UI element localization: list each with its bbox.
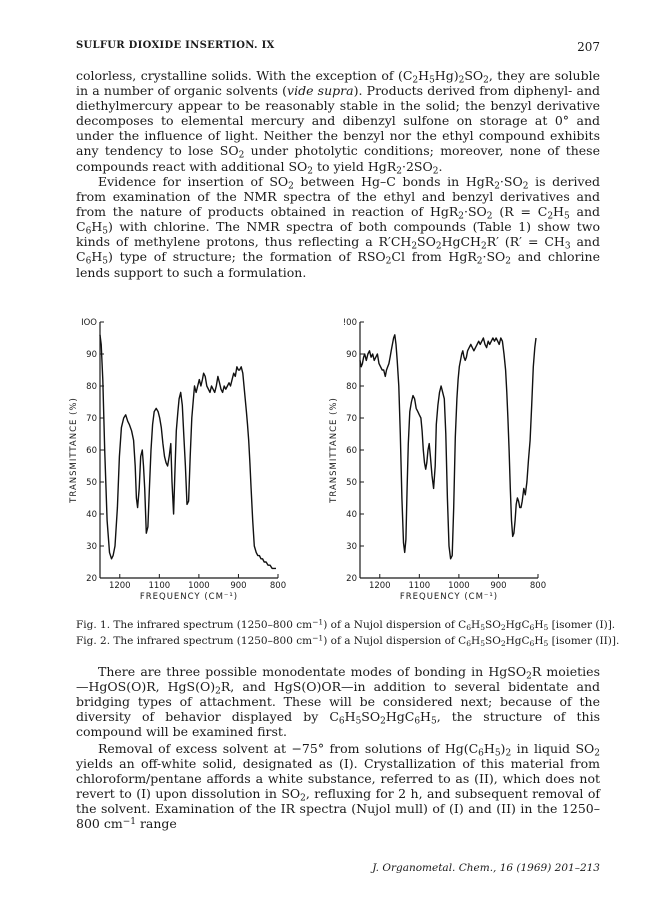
y-tick-label: 90 <box>86 350 97 360</box>
paragraph-4: Removal of excess solvent at −75° from solutions of $Hg(C_6H_5)_2$ in liquid $SO_2$ yields an off-white solid, designated as (I). Crystallization of this material from chloroform/pentane affords a white substance, referred to as (II), which does not revert to (I) upon dissolution in $SO_2$, refluxing for 2 h, and subsequent removal of the solvent. Examination of the IR spectra (Nujol mull) of (I) and (II) in the 1250–800 $cm^{-1}$ range <box>76 741 601 832</box>
x-tick-label: 800 <box>269 581 287 591</box>
figure-2-caption: Fig. 2. The infrared spectrum (1250–800 $cm^{-1}$) of a Nujol dispersion of $C_6H_5SO_2HgC_6H_5$ [isomer (II)]. <box>76 633 620 648</box>
chart-svg <box>324 316 564 608</box>
paragraph-2: Evidence for insertion of $SO_2$ between Hg–C bonds in $HgR_2\cdot SO_2$ is derived from examination of the NMR spectra of the ethyl and benzyl derivatives and from the nature of products obtained in reaction of $HgR_2\cdot SO_2$ ($R = C_2H_5$ and $C_6H_5$) with chlorine. The NMR spectra of both compounds (Table 1) show two kinds of methylene protons, thus reflecting a $R'CH_2SO_2HgCH_2R'$ ($R' = CH_3$ and $C_6H_5$) type of structure; the formation of $RSO_2Cl$ from $HgR_2\cdot SO_2$ and chlorine lends support to such a formulation. <box>76 174 601 280</box>
chart-svg <box>64 316 304 608</box>
y-tick-label: 90 <box>346 350 357 360</box>
paragraph-3: There are three possible monodentate modes of bonding in HgSO$_2$R moieties —HgOS(O)R, $HgS(O)_2R$, and HgS(O)OR—in addition to several bidentate and bridging types of attachment. These will be considered next; because of the diversity of behavior displayed by $C_6H_5SO_2HgC_6H_5$, the structure of this compound will be examined first. <box>76 664 601 740</box>
spectrum-trace <box>100 335 276 569</box>
y-tick-label: 30 <box>86 542 97 552</box>
page-header <box>76 40 600 56</box>
x-tick-label: 900 <box>230 581 247 591</box>
y-axis-label: TRANSMITTANCE (%) <box>329 397 339 503</box>
ir-spectrum-figure-2 <box>324 316 564 608</box>
y-tick-label: 20 <box>346 574 357 584</box>
y-tick-label: 80 <box>86 382 97 392</box>
y-tick-label: 70 <box>86 414 97 424</box>
x-tick-label: 1100 <box>148 581 171 591</box>
x-tick-label: 1000 <box>448 581 470 591</box>
page-number: 207 <box>577 40 600 54</box>
y-tick-label: !00 <box>342 318 357 328</box>
running-head: SULFUR DIOXIDE INSERTION. IX <box>76 40 275 51</box>
x-axis-label: FREQUENCY (CM⁻¹) <box>139 592 239 602</box>
figure-1-caption: Fig. 1. The infrared spectrum (1250–800 $cm^{-1}$) of a Nujol dispersion of $C_6H_5SO_2HgC_6H_5$ [isomer (I)]. <box>76 617 616 632</box>
y-tick-label: 80 <box>346 382 357 392</box>
y-tick-label: 30 <box>346 542 357 552</box>
y-tick-label: 50 <box>86 478 97 488</box>
x-tick-label: 1200 <box>108 581 131 591</box>
ir-spectrum-figure-1 <box>64 316 304 608</box>
y-tick-label: 40 <box>86 510 97 520</box>
y-tick-label: 60 <box>346 446 357 456</box>
y-tick-label: 60 <box>86 446 97 456</box>
paragraph-1: colorless, crystalline solids. With the exception of $(C_2H_5Hg)_2SO_2$, they are soluble in a number of organic solvents (vide supra). Products derived from diphenyl- and diethylmercury appear to be reasonably stable in the solid; the benzyl derivative decomposes to elemental mercury and dibenzyl sulfone on storage at 0° and under the influence of light. Neither the benzyl nor the ethyl compound exhibits any tendency to lose $SO_2$ under photolytic conditions; moreover, none of these compounds react with additional $SO_2$ to yield $HgR_2\cdot 2SO_2$. <box>76 68 600 176</box>
y-axis-label: TRANSMITTANCE (%) <box>69 397 79 503</box>
journal-footer: J. Organometal. Chem., 16 (1969) 201–213 <box>372 862 600 874</box>
x-tick-label: 1100 <box>408 581 431 591</box>
y-tick-label: 40 <box>346 510 357 520</box>
x-tick-label: 1000 <box>188 581 210 591</box>
x-tick-label: 900 <box>490 581 507 591</box>
x-tick-label: 800 <box>529 581 547 591</box>
y-tick-label: IOO <box>81 318 97 328</box>
spectrum-trace <box>360 335 536 559</box>
y-tick-label: 20 <box>86 574 97 584</box>
y-tick-label: 70 <box>346 414 357 424</box>
x-axis-label: FREQUENCY (CM⁻¹) <box>399 592 499 602</box>
y-tick-label: 50 <box>346 478 357 488</box>
x-tick-label: 1200 <box>368 581 391 591</box>
